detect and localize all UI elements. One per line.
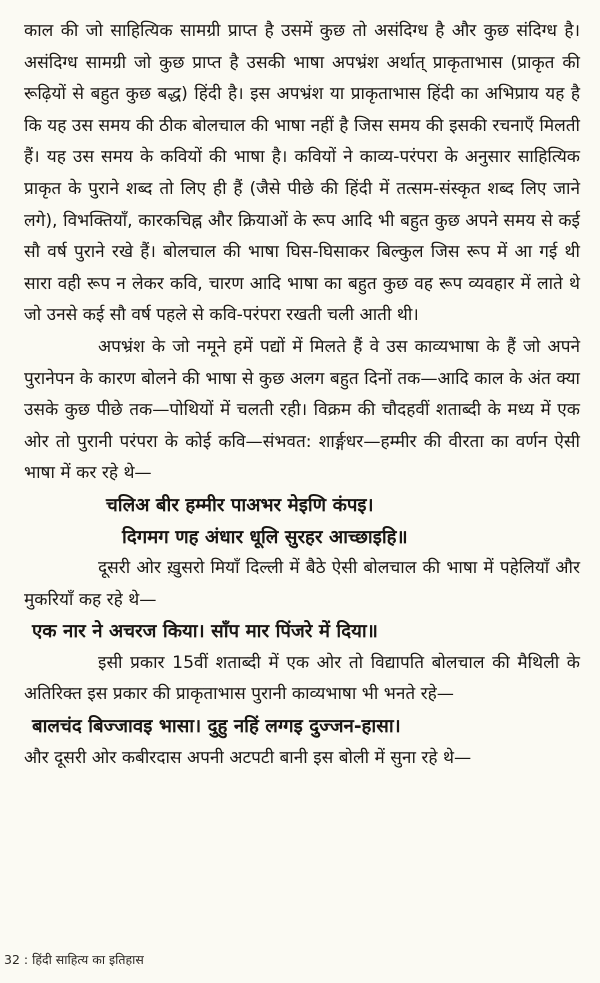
footer-separator: : [19,952,33,967]
verse-hammir-line-2: दिगमग णह अंधार धूलि सुरहर आच्छाइहि॥ [122,526,408,548]
paragraph-2: अपभ्रंश के जो नमूने हमें पद्यों में मिलते हैं वे उस काव्यभाषा के हैं जो अपने पुरानेपन के कारण बोलने की भाषा से कुछ अलग बहुत दिनों तक—आदि काल के अंत क्या उसके कुछ पीछे तक—पोथियों में चलती रही। विक्रम की चौदहवीं शताब्दी के मध्य में एक ओर तो पुरानी परंपरा के कोई कवि—संभवत: शार्ङ्गधर—हम्मीर की वीरता का वर्णन ऐसी भाषा में कर रहे थे— [24,336,580,484]
page-footer [4,952,144,968]
verse-hammir-line-1: चलिअ बीर हम्मीर पाअभर मेइणि कंपइ। [106,494,374,516]
paragraph-5: और दूसरी ओर कबीरदास अपनी अटपटी बानी इस बोली में सुना रहे थे— [24,747,472,768]
paragraph-4: इसी प्रकार 15वीं शताब्दी में एक ओर तो विद्यापति बोलचाल की मैथिली के अतिरिक्त इस प्रकार की प्राकृताभास पुरानी काव्यभाषा भी भनते रहे— [24,652,580,705]
paragraph-3: दूसरी ओर ख़ुसरो मियाँ दिल्ली में बैठे ऐसी बोलचाल की भाषा में पहेलियाँ और मुकरियाँ कह रहे थे— [24,558,580,610]
book-title: हिंदी साहित्य का इतिहास [32,952,144,967]
verse-vidyapati: बालचंद बिज्जावइ भासा। दुहु नहिं लग्गइ दुज्जन-हासा। [32,716,401,738]
paragraph-1: काल की जो साहित्यिक सामग्री प्राप्त है उसमें कुछ तो असंदिग्ध है और कुछ संदिग्ध है। असंदिग्ध सामग्री जो कुछ प्राप्त है उसकी भाषा अपभ्रंश अर्थात् प्राकृताभास (प्राकृत की रूढ़ियों से बहुत कुछ बद्ध) हिंदी है। इस अपभ्रंश या प्राकृताभास हिंदी का अभिप्राय यह है कि यह उस समय की ठीक बोलचाल की भाषा नहीं है जिस समय की इसकी रचनाएँ मिलती हैं। यह उस समय के कवियों की भाषा है। कवियों ने काव्य-परंपरा के अनुसार साहित्यिक प्राकृत के पुराने शब्द तो लिए ही हैं (जैसे पीछे की हिंदी में तत्सम-संस्कृत शब्द लिए जाने लगे), विभक्तियाँ, कारकचिह्न और क्रियाओं के रूप आदि भी बहुत कुछ अपने समय से कई सौ वर्ष पुराने रखे हैं। बोलचाल की भाषा घिस-घिसाकर बिल्कुल जिस रूप में आ गई थी सारा वही रूप न लेकर कवि, चारण आदि भाषा का बहुत कुछ वह रूप व्यवहार में लाते थे जो उनसे कई सौ वर्ष पहले से कवि-परंपरा रखती चली आती थी। [24,21,580,326]
page-body [24,16,580,774]
verse-khusro: एक नार ने अचरज किया। साँप मार पिंजरे में दिया॥ [32,621,378,643]
page-number: 32 [4,952,20,967]
